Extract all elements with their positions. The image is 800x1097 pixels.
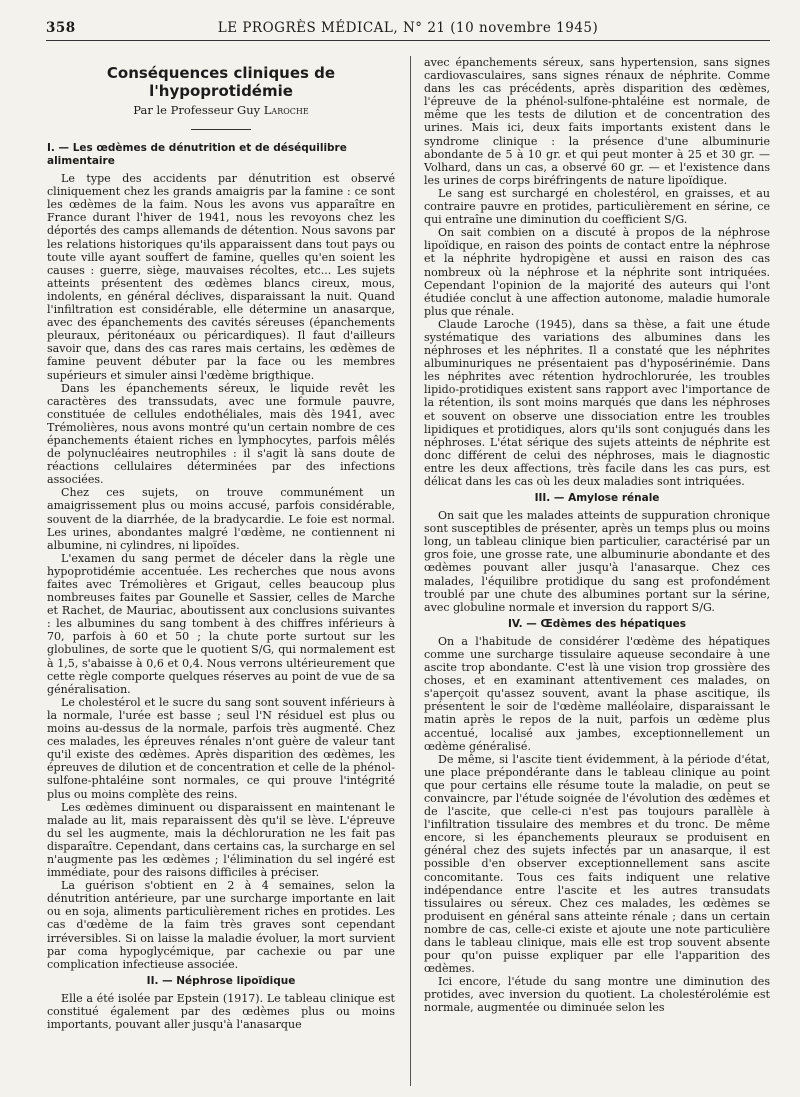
- paragraph: Dans les épanchements séreux, le liquide revêt les caractères des transsudats, avec une formule pauvre, constituée de cellules endothéliales, mais dès 1941, avec Trémolières, nous avons montré qu'un certain nombre de ces épanchements étaient riches en lymphocytes, parfois mêlés de polynucléaires neutrophiles : il s'agit là sans doute de réactions cellulaires déterminées par des infections associées.: [47, 381, 395, 487]
- section-heading-2: II. — Néphrose lipoïdique: [146, 974, 296, 987]
- paragraph: avec épanchements séreux, sans hypertension, sans signes cardiovasculaires, sans signes rénaux de néphrite. Comme dans les cas précédents, après disparition des œdèmes, l'épreuve de la phénol-sulfone-phtaléine est normale, de même que les tests de dilution et de concentration des urines. Mais ici, deux faits importants existent dans le syndrome clinique : la présence d'une albuminurie abondante de 5 à 10 gr. et qui peut monter à 25 et 30 gr. — Volhard, dans un cas, a observé 60 gr. — et l'existence dans les urines de corps biréfringents de nature lipoïdique.: [424, 56, 770, 187]
- left-column: [47, 56, 395, 1031]
- running-title: LE PROGRÈS MÉDICAL, N° 21 (10 novembre 1945): [217, 20, 599, 36]
- paragraph: L'examen du sang permet de déceler dans la règle une hypoprotidémie accentuée. Les recherches que nous avons faites avec Trémolières et Grigaut, celles beaucoup plus nombreuses faites par Gounelle et Sassier, celles de Marche et Rachet, de Mauriac, aboutissent aux conclusions suivantes : les albumines du sang tombent à des chiffres inférieurs à 70, parfois à 60 et 50 ; la chute porte surtout sur les globulines, de sorte que le quotient S/G, qui normalement est à 1,5, s'abaisse à 0,6 et 0,4. Nous verrons ultérieurement que cette règle comporte quelques réserves au point de vue de sa généralisation.: [47, 551, 395, 696]
- section-heading-4: IV. — Œdèmes des hépatiques: [507, 617, 687, 630]
- column-divider: [410, 56, 411, 1086]
- paragraph: Chez ces sujets, on trouve communément un amaigrissement plus ou moins accusé, parfois considérable, souvent de la diarrhée, de la bradycardie. Le foie est normal. Les urines, abondantes malgré l'œdème, ne contiennent ni albumine, ni cylindres, ni lipoïdes.: [47, 486, 395, 552]
- byline: [47, 104, 395, 117]
- paragraph: De même, si l'ascite tient évidemment, à la période d'état, une place prépondérante dans le tableau clinique au point que pour certains elle résume toute la maladie, on peut se convaincre, par l'étude soignée de l'évolution des œdèmes et de l'ascite, que celle-ci n'est pas toujours parallèle à l'infiltration tissulaire des membres et du tronc. De même encore, si les épanchements pleuraux se produisent en général chez des sujets infectés par un anasarque, il est possible d'en observer exceptionnellement sans ascite concomitante. Tous ces faits indiquent une relative indépendance entre l'ascite et les autres transudats tissulaires ou séreux. Chez ces malades, les œdèmes se produisent en général sans atteinte rénale ; dans un certain nombre de cas, celle-ci existe et ajoute une note particulière dans le tableau clinique, mais elle est trop souvent absente pour qu'on puisse expliquer par elle l'apparition des œdèmes.: [424, 752, 770, 976]
- paragraph: On sait combien on a discuté à propos de la néphrose lipoïdique, en raison des points de contact entre la néphrose et la néphrite hydropigène et aussi en raison des cas nombreux où la néphrose et la néphrite sont intriquées. Cependant l'opinion de la majorité des auteurs qui l'ont étudiée conclut à une affection autonome, maladie humorale plus que rénale.: [424, 226, 770, 318]
- paragraph: Les œdèmes diminuent ou disparaissent en maintenant le malade au lit, mais reparaissent dès qu'il se lève. L'épreuve du sel les augmente, mais la déchloruration ne les fait pas disparaître. Cependant, dans certains cas, la surcharge en sel n'augmente pas les œdèmes ; l'élimination du sel ingéré est immédiate, pour des raisons difficiles à préciser.: [47, 800, 395, 880]
- right-column: [424, 56, 770, 1015]
- paragraph: La guérison s'obtient en 2 à 4 semaines, selon la dénutrition antérieure, par une surcharge importante en lait ou en soja, aliments particulièrement riches en protides. Les cas d'œdème de la faim très graves sont cependant irréversibles. Si on laisse la maladie évoluer, la mort survient par coma hypoglycémique, par cachexie ou par une complication infectieuse associée.: [47, 879, 395, 971]
- paragraph: Elle a été isolée par Epstein (1917). Le tableau clinique est constitué également par des œdèmes plus ou moins importants, pouvant aller jusqu'à l'anasarque: [47, 991, 395, 1031]
- paragraph: Le type des accidents par dénutrition est observé cliniquement chez les grands amaigris par la famine : ce sont les œdèmes de la faim. Nous les avons vus apparaître en France durant l'hiver de 1941, nous les revoyons chez les déportés des camps allemands de détention. Nous savons par les relations historiques qu'ils apparaissent dans tout pays ou toute ville ayant souffert de famine, quelles qu'en soient les causes : guerre, siège, mauvaises récoltes, etc... Les sujets atteints présentent des œdèmes blancs cireux, mous, indolents, en général déclives, disparaissant la nuit. Quand l'infiltration est considérable, elle détermine un anasarque, avec des épanchements des cavités séreuses (épanchements pleuraux, péritonéaux ou péricardiques). Il faut d'ailleurs savoir que, dans des cas rares mais certains, les œdèmes de famine peuvent débuter par la face ou les membres supérieurs et simuler ainsi l'œdème brigthique.: [47, 172, 395, 382]
- article-title: Conséquences cliniques de l'hypoprotidémie: [106, 64, 336, 100]
- paragraph: On a l'habitude de considérer l'œdème des hépatiques comme une surcharge tissulaire aqueuse secondaire à une ascite trop abondante. C'est là une vision trop grossière des choses, et en examinant attentivement ces malades, on s'aperçoit qu'assez souvent, avant la phase ascitique, ils présentent le soir de l'œdème malléolaire, disparaissant le matin après le repos de la nuit, parfois un œdème plus accentué, localisé aux jambes, exceptionnellement un œdème généralisé.: [424, 634, 770, 753]
- paragraph: On sait que les malades atteints de suppuration chronique sont susceptibles de présenter, après un temps plus ou moins long, un tableau clinique bien particulier, caractérisé par un gros foie, une grosse rate, une albuminurie abondante et des œdèmes pouvant aller jusqu'à l'anasarque. Chez ces malades, l'équilibre protidique du sang est profondément troublé par une chute des albumines portant sur la sérine, avec globuline normale et inversion du rapport S/G.: [424, 509, 770, 614]
- paragraph: Le cholestérol et le sucre du sang sont souvent inférieurs à la normale, l'urée est basse ; seul l'N résiduel est plus ou moins au-dessus de la normale, parfois très augmenté. Chez ces malades, les épreuves rénales n'ont guère de valeur tant qu'il existe des œdèmes. Après disparition des œdèmes, les épreuves de dilution et de concentration et celle de la phénol-sulfone-phtaléine sont normales, ce qui prouve l'intégrité plus ou moins complète des reins.: [47, 695, 395, 801]
- byline-prefix: Par le Professeur Guy: [133, 103, 261, 117]
- paragraph: Ici encore, l'étude du sang montre une diminution des protides, avec inversion du quotient. La cholestérolémie est normale, augmentée ou diminuée selon les: [424, 975, 770, 1015]
- page-number: 358: [46, 20, 76, 36]
- paragraph: Claude Laroche (1945), dans sa thèse, a fait une étude systématique des variations des albumines dans les néphroses et les néphrites. Il a constaté que les néphrites albuminuriques ne présentaient pas d'hyposérinémie. Dans les néphrites avec rétention hydrochlorurée, les troubles lipido-protidiques existent sans rapport avec l'importance de la rétention, ils sont moins marqués que dans les néphroses et souvent on observe une dissociation entre les troubles lipidiques et protidiques, alors qu'ils sont conjugués dans les néphroses. L'état sérique des sujets atteints de néphrite est donc différent de celui des néphroses, mais le diagnostic entre les deux affections, très facile dans les cas purs, est délicat dans les cas où les deux maladies sont intriquées.: [424, 317, 770, 488]
- section-heading-3: III. — Amylose rénale: [534, 492, 660, 505]
- running-header: [46, 18, 770, 41]
- paragraph: Le sang est surchargé en cholestérol, en graisses, et au contraire pauvre en protides, particulièrement en sérine, ce qui entraîne une diminution du coefficient S/G.: [424, 186, 770, 227]
- title-rule: [191, 129, 251, 130]
- author-name: Laroche: [263, 103, 309, 117]
- section-heading-1: I. — Les œdèmes de dénutrition et de déséquilibre alimentaire: [47, 142, 347, 168]
